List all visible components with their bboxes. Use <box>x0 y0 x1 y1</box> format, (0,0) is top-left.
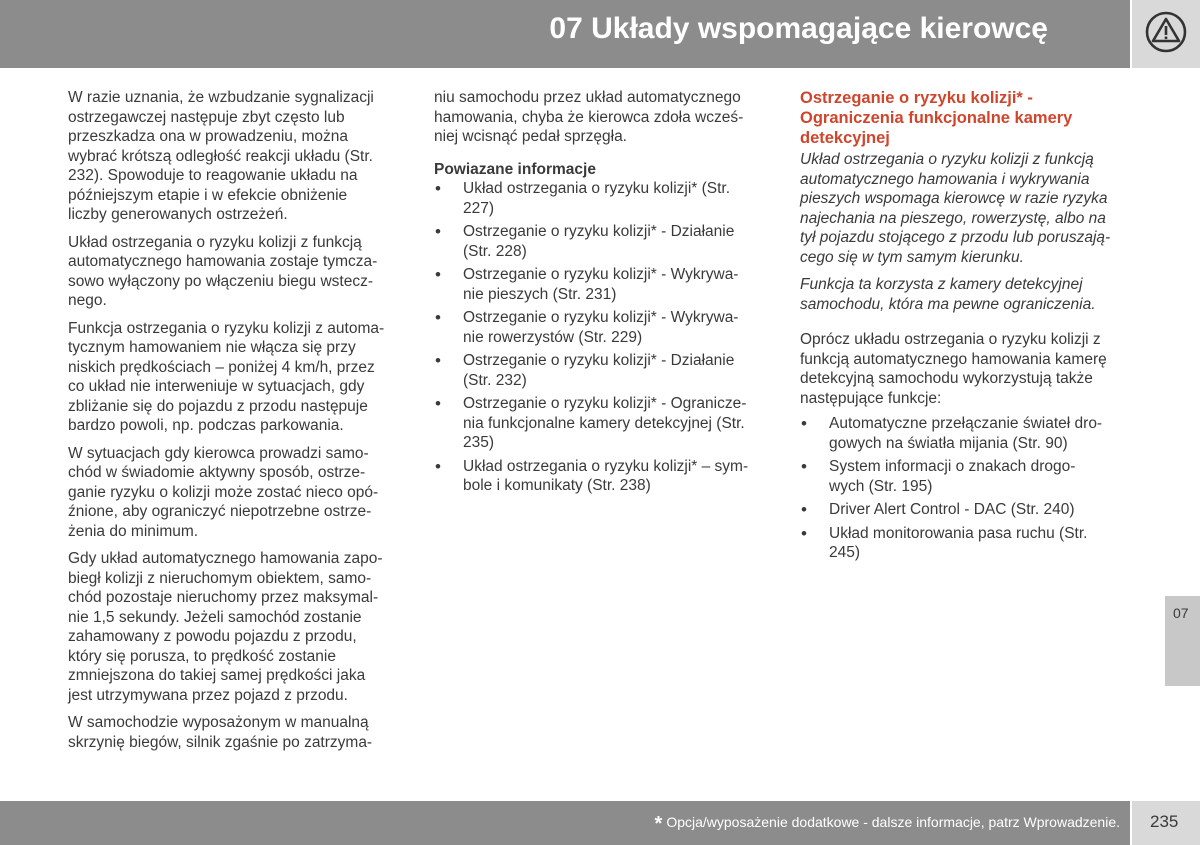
functions-list <box>800 414 1130 563</box>
text-line: ostrzegawczej następuje zbyt często lub <box>68 108 345 126</box>
text-line: zahamowany z powodu pojazdu z przodu, <box>68 628 357 645</box>
text-line: Układ ostrzegania o ryzyku kolizji z funkcją <box>800 151 1094 168</box>
text-line: 245) <box>829 544 861 561</box>
bullet-icon: • <box>435 351 441 370</box>
related-link-item[interactable] <box>434 265 769 304</box>
related-link-item[interactable] <box>434 308 769 347</box>
text-line: automatycznego hamowania zostaje tymcza- <box>68 253 378 270</box>
text-line: chód pozostaje nieruchomy przez maksymal- <box>68 589 379 606</box>
text-line: Ostrzeganie o ryzyku kolizji* - Wykrywa- <box>463 309 739 326</box>
text-line: nie pieszych (Str. 231) <box>463 285 617 303</box>
text-line: Ostrzeganie o ryzyku kolizji* - Ogranicze- <box>463 395 747 412</box>
text-line: źnione, aby ograniczyć niepotrzebne ostrze- <box>68 503 372 520</box>
text-line: nie 1,5 sekundy. Jeżeli samochód zostanie <box>68 608 362 626</box>
text-line: Automatyczne przełączanie świateł dro- <box>829 415 1103 432</box>
text-line: bardzo powoli, np. podczas parkowania. <box>68 417 344 434</box>
bullet-icon: • <box>435 394 441 413</box>
related-link-item[interactable] <box>434 179 769 218</box>
text-line: (Str. 228) <box>463 242 527 260</box>
text-line: funkcją automatycznego hamowania kamerę <box>800 350 1107 368</box>
text-line: Driver Alert Control - DAC (Str. 240) <box>829 501 1075 518</box>
text-line: nie rowerzystów (Str. 229) <box>463 328 643 346</box>
page-number: 235 <box>1150 812 1179 831</box>
text-line: co układ nie interweniuje w sytuacjach, gdy <box>68 378 365 395</box>
bullet-icon: • <box>801 523 807 543</box>
text-line: najechania na pieszego, rowerzystę, albo na <box>800 209 1106 227</box>
related-link-item[interactable] <box>434 394 769 453</box>
text-line: detekcyjną samochodu wykorzystują także <box>800 370 1093 387</box>
paragraph-continuation <box>434 88 769 147</box>
function-item[interactable] <box>800 500 1130 520</box>
footer-bar <box>0 801 1130 845</box>
text-line: liczby generowanych ostrzeżeń. <box>68 206 288 223</box>
camera-paragraph <box>800 275 1130 314</box>
text-line: Funkcja ostrzegania o ryzyku kolizji z automa- <box>68 319 385 337</box>
text-line: niej wcisnąć pedał sprzęgła. <box>434 128 627 145</box>
bullet-icon: • <box>435 222 441 241</box>
bullet-icon: • <box>435 179 441 198</box>
column-3 <box>800 88 1130 563</box>
text-line: zmniejszona do takiej samej prędkości jaka <box>68 667 366 684</box>
text-line: niskich prędkościach – poniżej 4 km/h, przez <box>68 358 375 376</box>
footer-note <box>655 813 1120 836</box>
column-2 <box>434 88 769 496</box>
page-number-box <box>1132 801 1200 845</box>
text-line: Układ ostrzegania o ryzyku kolizji* (Str. <box>463 180 731 197</box>
text-line: późniejszym etapie i w efekcie obniżenie <box>68 186 348 204</box>
text-line: Oprócz układu ostrzegania o ryzyku kolizji z <box>800 331 1101 348</box>
text-line: skrzynię biegów, silnik zgaśnie po zatrzyma- <box>68 733 373 751</box>
header-icon-box <box>1132 0 1200 68</box>
function-item[interactable] <box>800 414 1130 453</box>
text-line: ganie ryzyku o kolizji może zostać nieco opó- <box>68 483 379 501</box>
text-line: Gdy układ automatycznego hamowania zapo- <box>68 550 383 567</box>
paragraph <box>800 330 1130 408</box>
warning-triangle-icon <box>1144 10 1188 54</box>
text-line: 235) <box>463 434 495 451</box>
text-line: System informacji o znakach drogo- <box>829 458 1076 475</box>
text-line: gowych na światła mijania (Str. 90) <box>829 434 1068 452</box>
text-line: następujące funkcje: <box>800 389 942 407</box>
text-line: Układ monitorowania pasa ruchu (Str. <box>829 524 1088 542</box>
column-1 <box>68 88 403 752</box>
text-line: tycznym hamowaniem nie włącza się przy <box>68 339 356 356</box>
text-line: zbliżanie się do pojazdu z przodu następuje <box>68 397 368 415</box>
text-line: jest utrzymywana przez pojazd z przodu. <box>68 686 348 704</box>
text-line: sowo wyłączony po włączeniu biegu wstecz- <box>68 272 373 290</box>
text-line: Funkcja ta korzysta z kamery detekcyjnej <box>800 276 1083 293</box>
text-line: samochodu, która ma pewne ograniczenia. <box>800 295 1096 313</box>
text-line: nia funkcjonalne kamery detekcyjnej (Str. <box>463 414 745 432</box>
paragraph <box>68 319 403 436</box>
text-line: W razie uznania, że wzbudzanie sygnalizacji <box>68 89 374 106</box>
text-line: nego. <box>68 292 107 309</box>
asterisk-icon: * <box>654 813 663 835</box>
text-line: żenia do minimum. <box>68 522 199 540</box>
text-line: wybrać krótszą odległość reakcji układu (Str. <box>68 147 373 165</box>
bullet-icon: • <box>801 457 807 476</box>
chapter-header <box>0 0 1130 68</box>
text-line: który się porusza, to prędkość zostanie <box>68 647 336 665</box>
text-line: Ostrzeganie o ryzyku kolizji* - Działanie <box>463 223 735 240</box>
related-link-item[interactable] <box>434 351 769 390</box>
bullet-icon: • <box>801 414 807 433</box>
text-line: 232). Spowoduje to reagowanie układu na <box>68 167 358 184</box>
text-line: Układ ostrzegania o ryzyku kolizji* – sym- <box>463 457 749 475</box>
paragraph <box>68 88 403 225</box>
text-line: W samochodzie wyposażonym w manualną <box>68 714 369 731</box>
text-line: automatycznego hamowania i wykrywania <box>800 170 1090 188</box>
paragraph <box>68 444 403 542</box>
text-line: Ostrzeganie o ryzyku kolizji* - Wykrywa- <box>463 266 739 283</box>
paragraph <box>68 233 403 311</box>
function-item[interactable] <box>800 524 1130 563</box>
chapter-side-tab[interactable] <box>1165 596 1200 686</box>
intro-paragraph <box>800 150 1130 267</box>
bullet-icon: • <box>801 500 807 519</box>
text-line: cego się w tym samym kierunku. <box>800 248 1024 266</box>
text-line: bole i komunikaty (Str. 238) <box>463 477 651 494</box>
bullet-icon: • <box>435 265 441 284</box>
heading-line: detekcyjnej <box>800 129 890 147</box>
text-line: Ostrzeganie o ryzyku kolizji* - Działanie <box>463 352 735 369</box>
function-item[interactable] <box>800 457 1130 496</box>
chapter-tab-label: 07 <box>1173 605 1189 621</box>
text-line: wych (Str. 195) <box>829 477 933 495</box>
text-line: biegł kolizji z nieruchomym obiektem, samo- <box>68 569 372 587</box>
related-info-heading: Powiazane informacje <box>434 160 596 178</box>
related-info-list <box>434 179 769 496</box>
text-line: chód w świadomie aktywny sposób, ostrze- <box>68 464 366 481</box>
section-heading <box>800 88 1130 148</box>
chapter-title: 07 Układy wspomagające kierowcę <box>549 12 1048 45</box>
text-line: przeszkadza ona w prowadzeniu, można <box>68 128 349 145</box>
heading-line: Ostrzeganie o ryzyku kolizji* - <box>800 89 1033 107</box>
related-link-item[interactable] <box>434 457 769 496</box>
bullet-icon: • <box>435 308 441 327</box>
text-line: (Str. 232) <box>463 371 527 389</box>
text-line: W sytuacjach gdy kierowca prowadzi samo- <box>68 444 369 462</box>
text-line: pieszych wspomaga kierowcę w razie ryzyka <box>800 190 1108 207</box>
text-line: Układ ostrzegania o ryzyku kolizji z funkcją <box>68 233 362 251</box>
heading-line: Ograniczenia funkcjonalne kamery <box>800 109 1073 127</box>
text-line: 227) <box>463 199 495 217</box>
related-link-item[interactable] <box>434 222 769 261</box>
text-line: niu samochodu przez układ automatycznego <box>434 89 741 106</box>
footer-note-text: Opcja/wyposażenie dodatkowe - dalsze informacje, patrz Wprowadzenie. <box>666 814 1120 830</box>
bullet-icon: • <box>435 456 441 476</box>
text-line: hamowania, chyba że kierowca zdoła wcześ- <box>434 108 744 126</box>
paragraph <box>68 549 403 705</box>
text-line: tył pojazdu stojącego z przodu lub poruszają- <box>800 229 1111 246</box>
paragraph <box>68 713 403 752</box>
